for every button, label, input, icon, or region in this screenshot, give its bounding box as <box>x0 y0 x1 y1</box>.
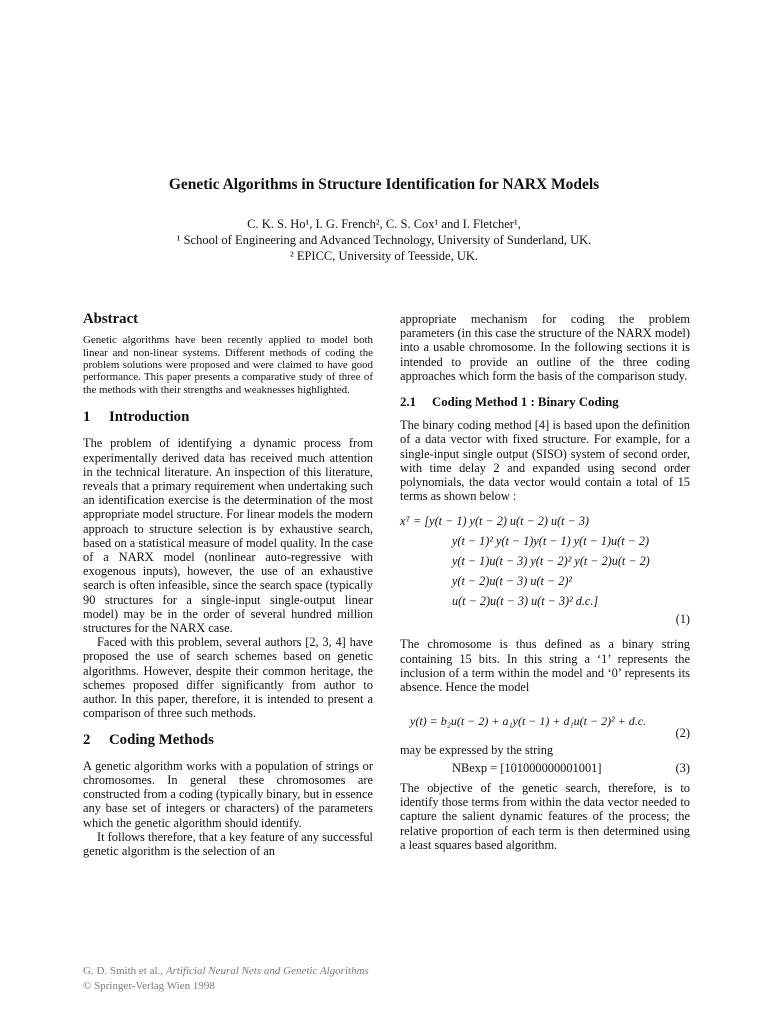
left-column <box>83 312 373 858</box>
footer-book-title: Artificial Neural Nets and Genetic Algorithms <box>165 965 369 977</box>
section-2-paragraph-2-continued: appropriate mechanism for coding the problem parameters (in this case the structure of the NARX model) into a usable chromosome. In the following sections it is intended to provide an outline of the three coding approaches which form the basis of the comparison study. <box>400 312 690 383</box>
footer-citation <box>83 964 369 979</box>
equation-1-line: y(t − 2)u(t − 3) u(t − 2)² <box>452 574 573 589</box>
section-1-heading <box>83 410 373 424</box>
equation-1-line: y(t − 1)² y(t − 1)y(t − 1) y(t − 1)u(t − 2) <box>452 534 650 549</box>
section-2-1-paragraph-4: The objective of the genetic search, therefore, is to identify those terms from within the data vector needed to capture the salient dynamic features of the process; the relative proportion of each term is then determined using a least squares based algorithm. <box>400 781 690 852</box>
section-2-1-number: 2.1 <box>400 395 416 410</box>
equation-3-number: (3) <box>675 760 690 775</box>
equation-2: y(t) = b₂u(t − 2) + a₁y(t − 1) + d₁u(t − 2)² + d.c. <box>410 714 647 729</box>
abstract-heading: Abstract <box>83 311 139 327</box>
footer-authors: G. D. Smith et al., <box>83 965 166 977</box>
equation-1-number: (1) <box>675 612 690 627</box>
section-2-heading <box>83 733 373 747</box>
equation-1-line: y(t − 1)u(t − 3) y(t − 2)² y(t − 2)u(t − 2) <box>452 554 650 569</box>
equation-3-body: NBexp = [101000000001001] <box>452 760 602 775</box>
section-2-paragraph-2: It follows therefore, that a key feature of any successful genetic algorithm is the selection of an <box>83 829 373 858</box>
section-1-title: Introduction <box>109 409 190 426</box>
equation-1-line: u(t − 2)u(t − 3) u(t − 3)² d.c.] <box>452 594 599 609</box>
equation-3 <box>400 761 690 775</box>
author-block <box>0 216 768 264</box>
section-2-1-heading <box>400 395 690 409</box>
publication-footer <box>83 964 369 994</box>
section-2-title: Coding Methods <box>109 731 214 748</box>
section-2-1-title: Coding Method 1 : Binary Coding <box>432 395 619 410</box>
section-1-paragraph-2: Faced with this problem, several authors [2, 3, 4] have proposed the use of search schemes based on genetic algorithms. However, despite their common heritage, the schemes proposed differ significantly from author to author. In this paper, therefore, it is intended to present a comparison of three such methods. <box>83 635 373 721</box>
affiliation-1: ¹ School of Engineering and Advanced Technology, University of Sunderland, UK. <box>176 233 592 247</box>
section-2-paragraph-1: A genetic algorithm works with a population of strings or chromosomes. In general these chromosomes are constructed from a coding (typically binary, but in essence any base set of integers or characters) of the parameters which the genetic algorithm should identify. <box>83 758 373 830</box>
paper-title: Genetic Algorithms in Structure Identification for NARX Models <box>168 176 600 193</box>
equation-1-line: xᵀ = [y(t − 1) y(t − 2) u(t − 2) u(t − 3) <box>400 514 589 529</box>
equation-2-number: (2) <box>675 726 690 741</box>
right-column <box>400 312 690 852</box>
section-2-1-paragraph-1: The binary coding method [4] is based upon the definition of a data vector with fixed structure. For example, for a single-input single output (SISO) system of second order, with time delay 2 and expanded using second order polynomials, the data vector would contain a total of 15 terms as shown below : <box>400 418 690 504</box>
footer-copyright: © Springer-Verlag Wien 1998 <box>83 980 215 992</box>
abstract-text: Genetic algorithms have been recently applied to model both linear and non-linear systems. Different methods of coding the problem solutions were proposed and were claimed to have good performance. This paper presents a comparative study of three of the methods with their strengths and weaknesses highlighted. <box>83 334 373 396</box>
section-1-paragraph-1: The problem of identifying a dynamic process from experimentally derived data has received much attention in the technical literature. An inspection of this literature, reveals that a primary requirement when undertaking such an identification exercise is the determination of the most appropriate model structure. For linear models the modern approach to structure selection is by exhaustive search, based on a statistical measure of model quality. In the case of a NARX model (nonlinear auto-regressive with exogenous inputs), however, the use of an exhaustive search is often infeasible, since the search space (typically 90 structures for a single-input single-output linear model) may be in the order of several hundred million structures for the NARX case. <box>83 436 373 636</box>
section-2-number: 2 <box>83 731 91 748</box>
affiliation-2: ² EPICC, University of Teesside, UK. <box>289 249 479 263</box>
section-2-1-paragraph-3: may be expressed by the string <box>400 742 554 757</box>
section-2-1-paragraph-2: The chromosome is thus defined as a binary string containing 15 bits. In this string a ‘1’ represents the inclusion of a term within the model and ‘0’ represents its absence. Hence the model <box>400 637 690 695</box>
section-1-number: 1 <box>83 409 91 426</box>
equation-1 <box>400 511 690 629</box>
authors-line: C. K. S. Ho¹, I. G. French², C. S. Cox¹ and I. Fletcher¹, <box>247 217 521 231</box>
